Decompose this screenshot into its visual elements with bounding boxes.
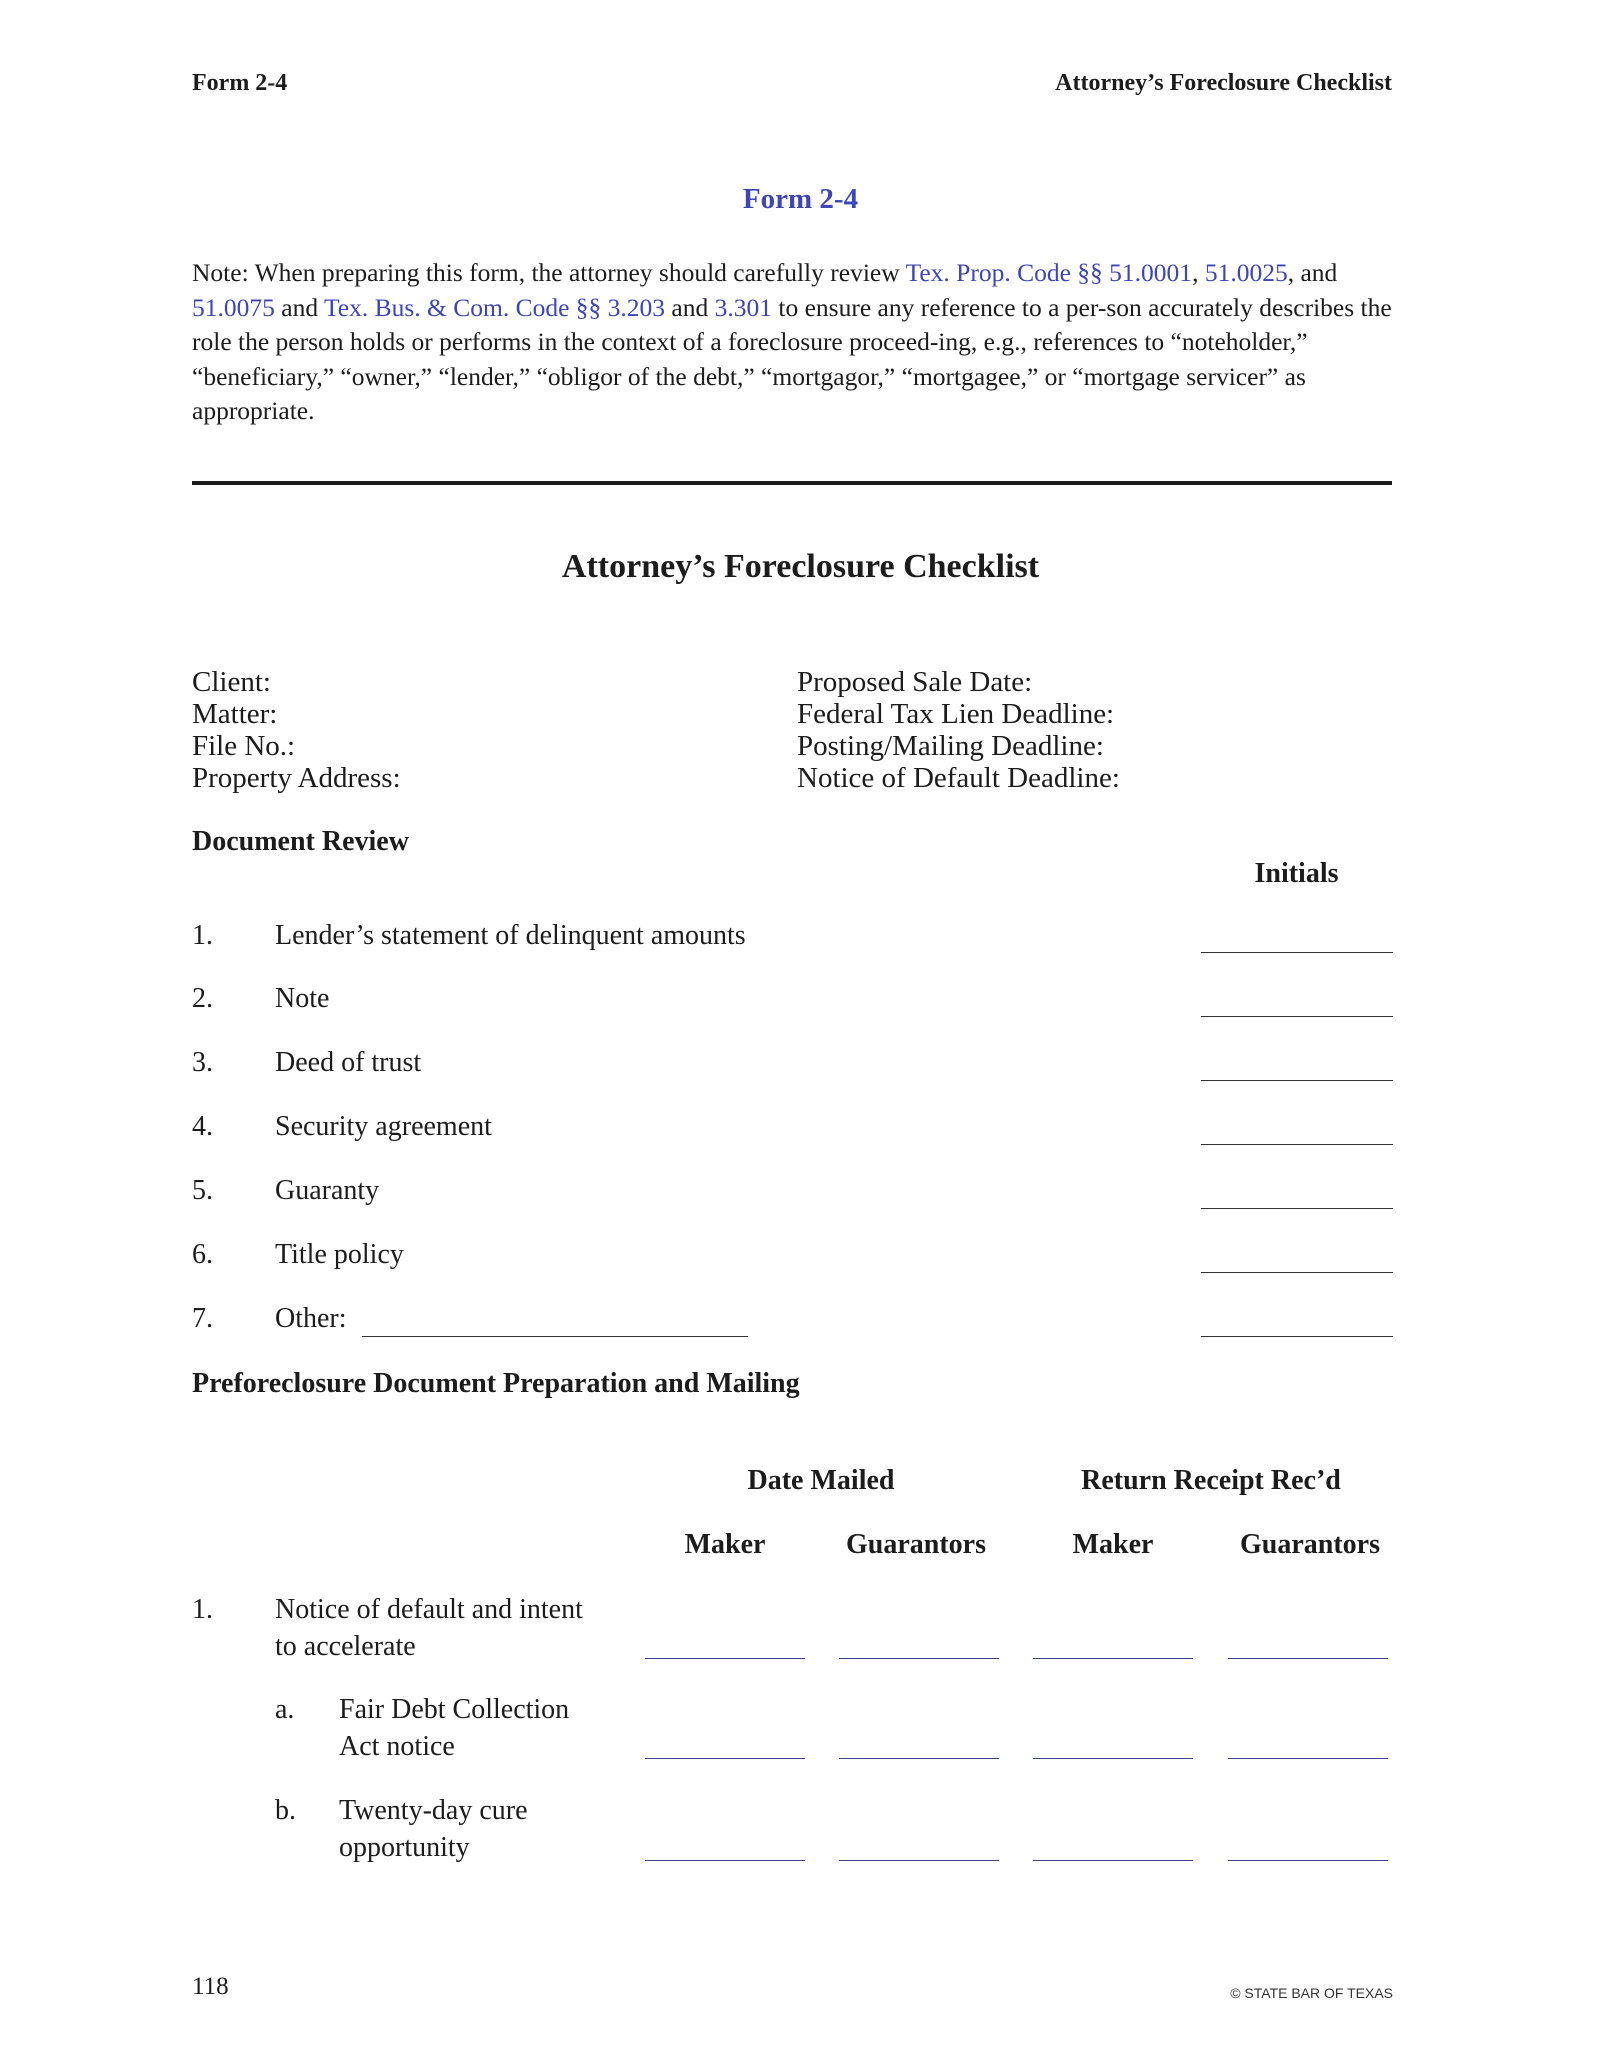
property-address-label: Property Address: bbox=[192, 762, 401, 794]
item-number: 4. bbox=[192, 1111, 213, 1142]
horizontal-rule bbox=[192, 481, 1392, 485]
item-letter: b. bbox=[275, 1795, 296, 1826]
date-mailed-guarantors-line[interactable] bbox=[839, 1758, 999, 1759]
item-letter: a. bbox=[275, 1694, 295, 1725]
item-text-line2: opportunity bbox=[339, 1832, 470, 1863]
item-number: 1. bbox=[192, 920, 213, 951]
receipt-maker-line[interactable] bbox=[1033, 1758, 1193, 1759]
initials-header: Initials bbox=[1254, 858, 1339, 889]
item-text-line2: Act notice bbox=[339, 1731, 455, 1762]
notice-of-default-deadline-label: Notice of Default Deadline: bbox=[797, 762, 1120, 794]
note-text: , and bbox=[1287, 258, 1338, 287]
date-mailed-guarantors-line[interactable] bbox=[839, 1860, 999, 1861]
running-header-right: Attorney’s Foreclosure Checklist bbox=[1055, 70, 1392, 96]
item-number: 6. bbox=[192, 1239, 213, 1270]
initials-line[interactable] bbox=[1201, 1208, 1393, 1209]
date-mailed-header: Date Mailed bbox=[747, 1465, 895, 1496]
item-text: Note bbox=[275, 983, 330, 1014]
posting-mailing-deadline-label: Posting/Mailing Deadline: bbox=[797, 730, 1104, 762]
initials-line[interactable] bbox=[1201, 1144, 1393, 1145]
item-number: 7. bbox=[192, 1303, 213, 1334]
receipt-maker-line[interactable] bbox=[1033, 1658, 1193, 1659]
federal-tax-lien-deadline-label: Federal Tax Lien Deadline: bbox=[797, 698, 1115, 730]
item-text-line2: to accelerate bbox=[275, 1631, 416, 1662]
item-text: Lender’s statement of delinquent amounts bbox=[275, 920, 746, 951]
item-text: Guaranty bbox=[275, 1175, 380, 1206]
checklist-title: Attorney’s Foreclosure Checklist bbox=[561, 548, 1040, 585]
item-text: Title policy bbox=[275, 1239, 404, 1270]
note-paragraph bbox=[192, 256, 1392, 429]
initials-line[interactable] bbox=[1201, 1336, 1393, 1337]
note-text: , bbox=[1192, 258, 1199, 287]
guarantors-header: Guarantors bbox=[1240, 1529, 1380, 1560]
link-tex-prop-code[interactable]: Tex. Prop. Code §§ 51.0001 bbox=[905, 258, 1193, 287]
item-text: Security agreement bbox=[275, 1111, 492, 1142]
note-text: to ensure any reference to a per-son accurately describes the role the person holds or performs in the context of a foreclosure proceed-ing, e.g., references to “noteholder,” “beneficiary,” “owner,” “lender,” “obligor of the debt,” “mortgagor,” “mortgagee,” or “mortgage servicer” as appropriate. bbox=[192, 292, 1392, 425]
date-mailed-maker-line[interactable] bbox=[645, 1658, 805, 1659]
document-review-heading: Document Review bbox=[192, 826, 409, 857]
copyright-notice: © STATE BAR OF TEXAS bbox=[1230, 1985, 1393, 2001]
link-51-0075[interactable]: 51.0075 bbox=[192, 292, 275, 322]
page-number: 118 bbox=[192, 1973, 229, 2000]
preforeclosure-heading: Preforeclosure Document Preparation and Mailing bbox=[192, 1368, 800, 1399]
item-text: Other: bbox=[275, 1303, 347, 1334]
item-text-line1: Fair Debt Collection bbox=[339, 1694, 570, 1725]
initials-line[interactable] bbox=[1201, 1016, 1393, 1017]
note-text: and bbox=[274, 292, 324, 322]
return-receipt-header: Return Receipt Rec’d bbox=[1081, 1465, 1341, 1496]
receipt-guarantors-line[interactable] bbox=[1228, 1758, 1388, 1759]
item-number: 2. bbox=[192, 983, 213, 1014]
initials-line[interactable] bbox=[1201, 952, 1393, 953]
note-text: and bbox=[665, 292, 715, 322]
info-right-column bbox=[797, 666, 1120, 794]
link-3-301[interactable]: 3.301 bbox=[714, 292, 772, 322]
receipt-guarantors-line[interactable] bbox=[1228, 1860, 1388, 1861]
running-header-left: Form 2-4 bbox=[192, 70, 288, 96]
matter-label: Matter: bbox=[192, 698, 278, 730]
item-text: Deed of trust bbox=[275, 1047, 422, 1078]
maker-header: Maker bbox=[1072, 1529, 1154, 1560]
receipt-maker-line[interactable] bbox=[1033, 1860, 1193, 1861]
item-number: 1. bbox=[192, 1594, 213, 1625]
item-number: 3. bbox=[192, 1047, 213, 1078]
info-left-column bbox=[192, 666, 401, 794]
note-text: Note: When preparing this form, the attorney should carefully review bbox=[192, 258, 906, 287]
client-label: Client: bbox=[192, 666, 271, 698]
receipt-guarantors-line[interactable] bbox=[1228, 1658, 1388, 1659]
item-number: 5. bbox=[192, 1175, 213, 1206]
proposed-sale-date-label: Proposed Sale Date: bbox=[797, 666, 1033, 698]
other-input-line[interactable] bbox=[362, 1336, 748, 1337]
item-text-line1: Notice of default and intent bbox=[275, 1594, 583, 1625]
date-mailed-maker-line[interactable] bbox=[645, 1758, 805, 1759]
file-no-label: File No.: bbox=[192, 730, 296, 762]
maker-header: Maker bbox=[684, 1529, 766, 1560]
date-mailed-maker-line[interactable] bbox=[645, 1860, 805, 1861]
link-51-0025[interactable]: 51.0025 bbox=[1204, 258, 1288, 287]
form-title: Form 2-4 bbox=[742, 183, 859, 215]
link-tex-bus-com-code[interactable]: Tex. Bus. & Com. Code §§ 3.203 bbox=[323, 292, 666, 322]
initials-line[interactable] bbox=[1201, 1080, 1393, 1081]
item-text-line1: Twenty-day cure bbox=[339, 1795, 528, 1826]
date-mailed-guarantors-line[interactable] bbox=[839, 1658, 999, 1659]
guarantors-header: Guarantors bbox=[846, 1529, 986, 1560]
initials-line[interactable] bbox=[1201, 1272, 1393, 1273]
